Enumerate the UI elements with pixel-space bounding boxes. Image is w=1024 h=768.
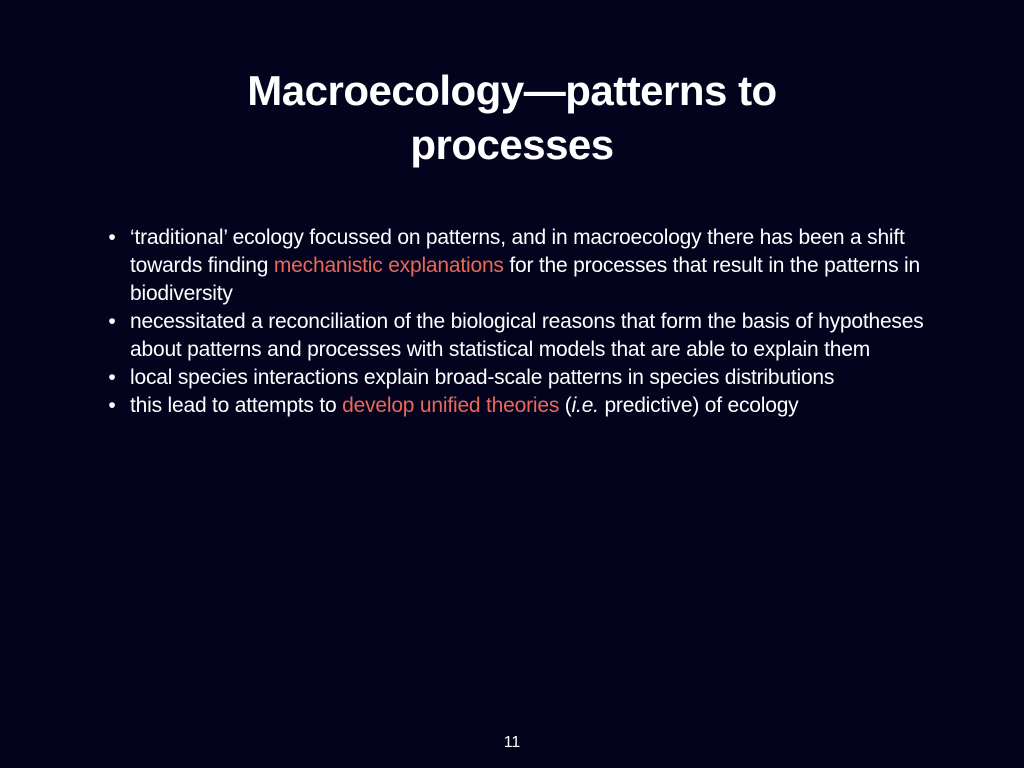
bullet-text: local species interactions explain broad-scale patterns in species distributions: [130, 366, 835, 389]
page-number: 11: [503, 734, 521, 751]
italic-text: i.e.: [571, 394, 599, 417]
bullet-text: for the processes that result in the patterns in biodiversity: [130, 254, 920, 305]
highlight-text: develop unified theories: [342, 394, 560, 417]
bullet-item: [108, 364, 930, 392]
bullet-item: [108, 308, 930, 364]
slide-title: Macroecology—patterns to processes: [247, 67, 777, 168]
highlight-text: mechanistic explanations: [273, 254, 504, 277]
bullet-text: (: [559, 394, 572, 417]
bullet-list: [108, 224, 930, 420]
bullet-dot-icon: •: [108, 394, 116, 417]
bullet-dot-icon: •: [108, 366, 116, 389]
bullet-dot-icon: •: [108, 310, 116, 333]
bullet-item: [108, 392, 930, 420]
bullet-text: predictive) of ecology: [598, 394, 799, 417]
bullet-text: ‘traditional’ ecology focussed on patterns, and in macroecology there has been a shift towards finding: [130, 226, 905, 277]
bullet-dot-icon: •: [108, 226, 116, 249]
bullet-item: [108, 224, 930, 308]
bullet-text: necessitated a reconciliation of the biological reasons that form the basis of hypotheses about patterns and processes with statistical models that are able to explain them: [130, 310, 924, 361]
bullet-text: this lead to attempts to: [130, 394, 343, 417]
